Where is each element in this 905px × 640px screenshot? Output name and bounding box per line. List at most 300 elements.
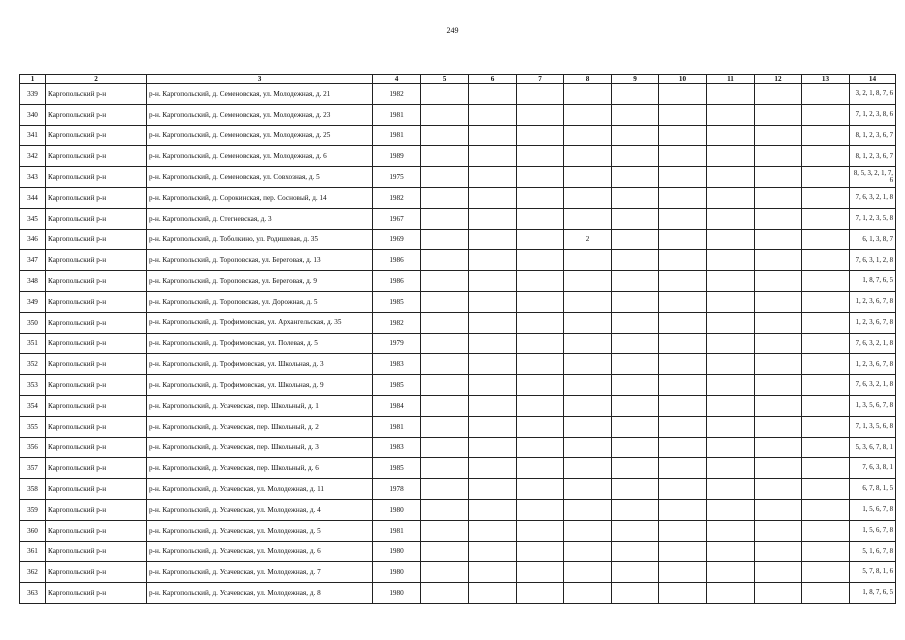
column-14-cell: 3, 2, 1, 8, 7, 6 [850,84,896,105]
table-cell-col9 [612,104,659,125]
column-8-cell [564,250,612,271]
table-cell-col6 [469,208,517,229]
address-cell: р-н. Каргопольский, д. Трофимовская, ул. Полевая, д. 5 [147,333,373,354]
district-cell: Каргопольский р-н [46,333,147,354]
year-cell: 1985 [373,291,421,312]
table-row [20,104,896,125]
district-cell: Каргопольский р-н [46,84,147,105]
table-cell-col11 [707,229,755,250]
table-cell-col7 [517,375,564,396]
column-14-cell: 7, 1, 2, 3, 8, 6 [850,104,896,125]
column-header-5: 5 [421,75,469,84]
table-cell-col12 [755,333,802,354]
address-cell: р-н. Каргопольский, д. Семеновская, ул. Молодежная, д. 21 [147,84,373,105]
year-cell: 1981 [373,104,421,125]
table-cell-col11 [707,333,755,354]
table-row [20,541,896,562]
table-cell-col5 [421,375,469,396]
row-number-cell: 344 [20,187,46,208]
table-cell-col13 [802,395,850,416]
table-cell-col13 [802,271,850,292]
row-number-cell: 360 [20,520,46,541]
column-8-cell [564,562,612,583]
table-cell-col12 [755,208,802,229]
table-cell-col11 [707,250,755,271]
table-cell-col11 [707,437,755,458]
table-cell-col5 [421,271,469,292]
year-cell: 1980 [373,541,421,562]
year-cell: 1985 [373,458,421,479]
table-cell-col12 [755,312,802,333]
table-cell-col12 [755,146,802,167]
table-cell-col5 [421,499,469,520]
table-row [20,416,896,437]
table-cell-col10 [659,333,707,354]
table-cell-col7 [517,416,564,437]
table-cell-col12 [755,541,802,562]
table-cell-col6 [469,437,517,458]
table-cell-col11 [707,208,755,229]
column-8-cell [564,458,612,479]
table-cell-col12 [755,250,802,271]
district-cell: Каргопольский р-н [46,458,147,479]
district-cell: Каргопольский р-н [46,541,147,562]
table-row [20,271,896,292]
table-cell-col5 [421,416,469,437]
column-8-cell [564,499,612,520]
year-cell: 1979 [373,333,421,354]
district-cell: Каргопольский р-н [46,229,147,250]
table-row [20,499,896,520]
table-cell-col12 [755,395,802,416]
table-cell-col13 [802,208,850,229]
row-number-cell: 350 [20,312,46,333]
table-cell-col10 [659,84,707,105]
year-cell: 1969 [373,229,421,250]
table-cell-col6 [469,333,517,354]
table-cell-col5 [421,395,469,416]
year-cell: 1981 [373,520,421,541]
table-cell-col13 [802,437,850,458]
table-cell-col13 [802,146,850,167]
table-cell-col7 [517,104,564,125]
table-cell-col12 [755,354,802,375]
table-cell-col9 [612,416,659,437]
table-cell-col9 [612,375,659,396]
column-8-cell [564,375,612,396]
table-cell-col12 [755,583,802,604]
table-cell-col10 [659,583,707,604]
column-8-cell [564,167,612,188]
address-cell: р-н. Каргопольский, д. Семеновская, ул. Молодежная, д. 6 [147,146,373,167]
table-cell-col10 [659,395,707,416]
table-cell-col9 [612,125,659,146]
table-cell-col9 [612,541,659,562]
table-row [20,583,896,604]
address-cell: р-н. Каргопольский, д. Усачевская, ул. Молодежная, д. 8 [147,583,373,604]
column-14-cell: 7, 6, 3, 1, 2, 8 [850,250,896,271]
column-header-3: 3 [147,75,373,84]
table-cell-col5 [421,541,469,562]
table-cell-col10 [659,354,707,375]
year-cell: 1978 [373,479,421,500]
column-8-cell [564,187,612,208]
row-number-cell: 347 [20,250,46,271]
column-14-cell: 8, 1, 2, 3, 6, 7 [850,125,896,146]
table-row [20,562,896,583]
address-cell: р-н. Каргопольский, д. Тоболкино, ул. Родишевая, д. 35 [147,229,373,250]
column-8-cell [564,146,612,167]
table-row [20,125,896,146]
district-cell: Каргопольский р-н [46,187,147,208]
table-cell-col6 [469,479,517,500]
row-number-cell: 358 [20,479,46,500]
district-cell: Каргопольский р-н [46,146,147,167]
column-8-cell [564,416,612,437]
row-number-cell: 355 [20,416,46,437]
table-cell-col5 [421,583,469,604]
table-cell-col5 [421,458,469,479]
column-8-cell [564,271,612,292]
row-number-cell: 363 [20,583,46,604]
row-number-cell: 349 [20,291,46,312]
table-cell-col13 [802,458,850,479]
table-cell-col12 [755,437,802,458]
year-cell: 1983 [373,437,421,458]
table-cell-col5 [421,479,469,500]
column-14-cell: 7, 1, 3, 5, 6, 8 [850,416,896,437]
table-cell-col6 [469,104,517,125]
row-number-cell: 342 [20,146,46,167]
table-cell-col9 [612,562,659,583]
column-14-cell: 7, 6, 3, 2, 1, 8 [850,333,896,354]
column-14-cell: 1, 2, 3, 6, 7, 8 [850,354,896,375]
district-cell: Каргопольский р-н [46,250,147,271]
address-cell: р-н. Каргопольский, д. Усачевская, пер. Школьный, д. 6 [147,458,373,479]
address-cell: р-н. Каргопольский, д. Трофимовская, ул. Школьная, д. 3 [147,354,373,375]
table-cell-col7 [517,250,564,271]
district-cell: Каргопольский р-н [46,562,147,583]
year-cell: 1982 [373,312,421,333]
table-cell-col7 [517,395,564,416]
table-cell-col11 [707,520,755,541]
table-row [20,354,896,375]
table-cell-col5 [421,562,469,583]
table-cell-col7 [517,271,564,292]
table-cell-col11 [707,291,755,312]
table-cell-col7 [517,333,564,354]
column-14-cell: 1, 3, 5, 6, 7, 8 [850,395,896,416]
year-cell: 1985 [373,375,421,396]
table-cell-col5 [421,250,469,271]
year-cell: 1982 [373,84,421,105]
table-cell-col12 [755,167,802,188]
table-cell-col11 [707,354,755,375]
column-header-6: 6 [469,75,517,84]
district-cell: Каргопольский р-н [46,375,147,396]
table-row [20,312,896,333]
column-header-9: 9 [612,75,659,84]
row-number-cell: 362 [20,562,46,583]
column-8-cell [564,125,612,146]
table-cell-col9 [612,250,659,271]
column-8-cell [564,208,612,229]
row-number-cell: 345 [20,208,46,229]
district-cell: Каргопольский р-н [46,271,147,292]
table-cell-col11 [707,271,755,292]
table-cell-col5 [421,333,469,354]
table-cell-col6 [469,375,517,396]
table-cell-col11 [707,84,755,105]
address-cell: р-н. Каргопольский, д. Семеновская, ул. Совхозная, д. 5 [147,167,373,188]
table-cell-col10 [659,146,707,167]
column-8-cell [564,395,612,416]
table-cell-col13 [802,562,850,583]
table-cell-col6 [469,250,517,271]
table-cell-col9 [612,312,659,333]
year-cell: 1983 [373,354,421,375]
column-14-cell: 7, 6, 3, 2, 1, 8 [850,375,896,396]
district-cell: Каргопольский р-н [46,583,147,604]
table-cell-col12 [755,520,802,541]
year-cell: 1981 [373,416,421,437]
table-cell-col10 [659,416,707,437]
table-cell-col13 [802,187,850,208]
table-cell-col13 [802,167,850,188]
district-cell: Каргопольский р-н [46,416,147,437]
table-row [20,84,896,105]
row-number-cell: 357 [20,458,46,479]
district-cell: Каргопольский р-н [46,208,147,229]
table-cell-col13 [802,333,850,354]
column-8-cell [564,291,612,312]
column-14-cell: 1, 2, 3, 6, 7, 8 [850,291,896,312]
row-number-cell: 354 [20,395,46,416]
table-cell-col6 [469,416,517,437]
column-14-cell: 7, 1, 2, 3, 5, 8 [850,208,896,229]
address-cell: р-н. Каргопольский, д. Тороповская, ул. Дорожная, д. 5 [147,291,373,312]
table-cell-col13 [802,250,850,271]
table-cell-col10 [659,520,707,541]
table-row [20,458,896,479]
column-header-8: 8 [564,75,612,84]
table-cell-col12 [755,499,802,520]
table-cell-col7 [517,229,564,250]
table-cell-col7 [517,458,564,479]
column-header-10: 10 [659,75,707,84]
address-cell: р-н. Каргопольский, д. Усачевская, ул. Молодежная, д. 5 [147,520,373,541]
column-14-cell: 8, 5, 3, 2, 1, 7, 6 [850,167,896,188]
table-cell-col5 [421,167,469,188]
year-cell: 1986 [373,250,421,271]
table-cell-col10 [659,271,707,292]
table-cell-col10 [659,562,707,583]
table-cell-col7 [517,167,564,188]
column-14-cell: 5, 3, 6, 7, 8, 1 [850,437,896,458]
address-cell: р-н. Каргопольский, д. Усачевская, пер. Школьный, д. 3 [147,437,373,458]
table-cell-col9 [612,437,659,458]
table-cell-col9 [612,333,659,354]
table-cell-col6 [469,187,517,208]
table-cell-col11 [707,104,755,125]
table-cell-col13 [802,104,850,125]
table-cell-col10 [659,208,707,229]
address-cell: р-н. Каргопольский, д. Усачевская, ул. Молодежная, д. 7 [147,562,373,583]
table-row [20,208,896,229]
column-header-1: 1 [20,75,46,84]
column-header-7: 7 [517,75,564,84]
table-cell-col11 [707,479,755,500]
table-cell-col7 [517,479,564,500]
table-row [20,229,896,250]
table-cell-col12 [755,562,802,583]
table-cell-col11 [707,583,755,604]
table-cell-col10 [659,104,707,125]
table-cell-col9 [612,499,659,520]
table-cell-col10 [659,312,707,333]
address-cell: р-н. Каргопольский, д. Семеновская, ул. Молодежная, д. 23 [147,104,373,125]
district-cell: Каргопольский р-н [46,437,147,458]
column-14-cell: 6, 1, 3, 8, 7 [850,229,896,250]
table-cell-col9 [612,271,659,292]
table-cell-col12 [755,479,802,500]
year-cell: 1975 [373,167,421,188]
district-cell: Каргопольский р-н [46,167,147,188]
table-row [20,146,896,167]
table-cell-col12 [755,229,802,250]
address-cell: р-н. Каргопольский, д. Усачевская, ул. Молодежная, д. 6 [147,541,373,562]
table-cell-col5 [421,354,469,375]
district-cell: Каргопольский р-н [46,104,147,125]
address-cell: р-н. Каргопольский, д. Трофимовская, ул. Школьная, д. 9 [147,375,373,396]
page-number: 249 [446,26,459,35]
table-cell-col13 [802,229,850,250]
district-cell: Каргопольский р-н [46,499,147,520]
table-row [20,250,896,271]
table-cell-col6 [469,271,517,292]
table-cell-col9 [612,208,659,229]
row-number-cell: 352 [20,354,46,375]
table-cell-col6 [469,229,517,250]
table-cell-col7 [517,562,564,583]
table-cell-col6 [469,291,517,312]
table-cell-col6 [469,125,517,146]
row-number-cell: 340 [20,104,46,125]
table-cell-col6 [469,84,517,105]
table-cell-col11 [707,167,755,188]
address-cell: р-н. Каргопольский, д. Трофимовская, ул. Архангельская, д. 35 [147,312,373,333]
table-row [20,437,896,458]
column-8-cell [564,312,612,333]
table-cell-col7 [517,520,564,541]
table-cell-col11 [707,499,755,520]
table-cell-col11 [707,395,755,416]
column-header-13: 13 [802,75,850,84]
table-cell-col11 [707,146,755,167]
table-cell-col7 [517,437,564,458]
district-cell: Каргопольский р-н [46,479,147,500]
table-cell-col13 [802,354,850,375]
column-8-cell [564,333,612,354]
row-number-cell: 361 [20,541,46,562]
table-cell-col11 [707,187,755,208]
year-cell: 1980 [373,499,421,520]
table-cell-col5 [421,187,469,208]
table-cell-col7 [517,499,564,520]
table-cell-col10 [659,499,707,520]
year-cell: 1989 [373,146,421,167]
address-cell: р-н. Каргопольский, д. Сорокинская, пер. Сосновый, д. 14 [147,187,373,208]
table-cell-col6 [469,146,517,167]
district-cell: Каргопольский р-н [46,312,147,333]
address-cell: р-н. Каргопольский, д. Усачевская, ул. Молодежная, д. 4 [147,499,373,520]
table-cell-col6 [469,458,517,479]
column-header-14: 14 [850,75,896,84]
column-header-11: 11 [707,75,755,84]
district-cell: Каргопольский р-н [46,125,147,146]
table-cell-col13 [802,583,850,604]
column-header-12: 12 [755,75,802,84]
table-cell-col11 [707,125,755,146]
column-8-cell [564,354,612,375]
table-row [20,333,896,354]
table-cell-col13 [802,541,850,562]
table-cell-col5 [421,229,469,250]
table-cell-col5 [421,104,469,125]
table-cell-col10 [659,125,707,146]
address-cell: р-н. Каргопольский, д. Стегневская, д. 3 [147,208,373,229]
table-cell-col10 [659,437,707,458]
table-cell-col7 [517,208,564,229]
district-cell: Каргопольский р-н [46,291,147,312]
table-cell-col5 [421,437,469,458]
column-header-2: 2 [46,75,147,84]
column-14-cell: 6, 7, 8, 1, 5 [850,479,896,500]
table-header-row [20,75,896,84]
table-cell-col12 [755,291,802,312]
table-cell-col5 [421,125,469,146]
table-cell-col9 [612,84,659,105]
table-cell-col12 [755,125,802,146]
table-cell-col9 [612,229,659,250]
column-8-cell [564,583,612,604]
table-cell-col13 [802,291,850,312]
table-cell-col12 [755,104,802,125]
column-header-4: 4 [373,75,421,84]
table-cell-col10 [659,187,707,208]
table-cell-col9 [612,187,659,208]
column-14-cell: 5, 7, 8, 1, 6 [850,562,896,583]
column-14-cell: 1, 5, 6, 7, 8 [850,520,896,541]
table-row [20,187,896,208]
table-cell-col7 [517,354,564,375]
table-cell-col6 [469,520,517,541]
table-cell-col12 [755,271,802,292]
table-cell-col6 [469,541,517,562]
table-cell-col7 [517,312,564,333]
table-row [20,520,896,541]
column-14-cell: 1, 8, 7, 6, 5 [850,583,896,604]
table-cell-col9 [612,583,659,604]
row-number-cell: 356 [20,437,46,458]
table-cell-col5 [421,312,469,333]
table-cell-col10 [659,458,707,479]
table-cell-col13 [802,479,850,500]
column-8-cell [564,479,612,500]
table-cell-col7 [517,125,564,146]
column-14-cell: 8, 1, 2, 3, 6, 7 [850,146,896,167]
column-14-cell: 7, 6, 3, 2, 1, 8 [850,187,896,208]
